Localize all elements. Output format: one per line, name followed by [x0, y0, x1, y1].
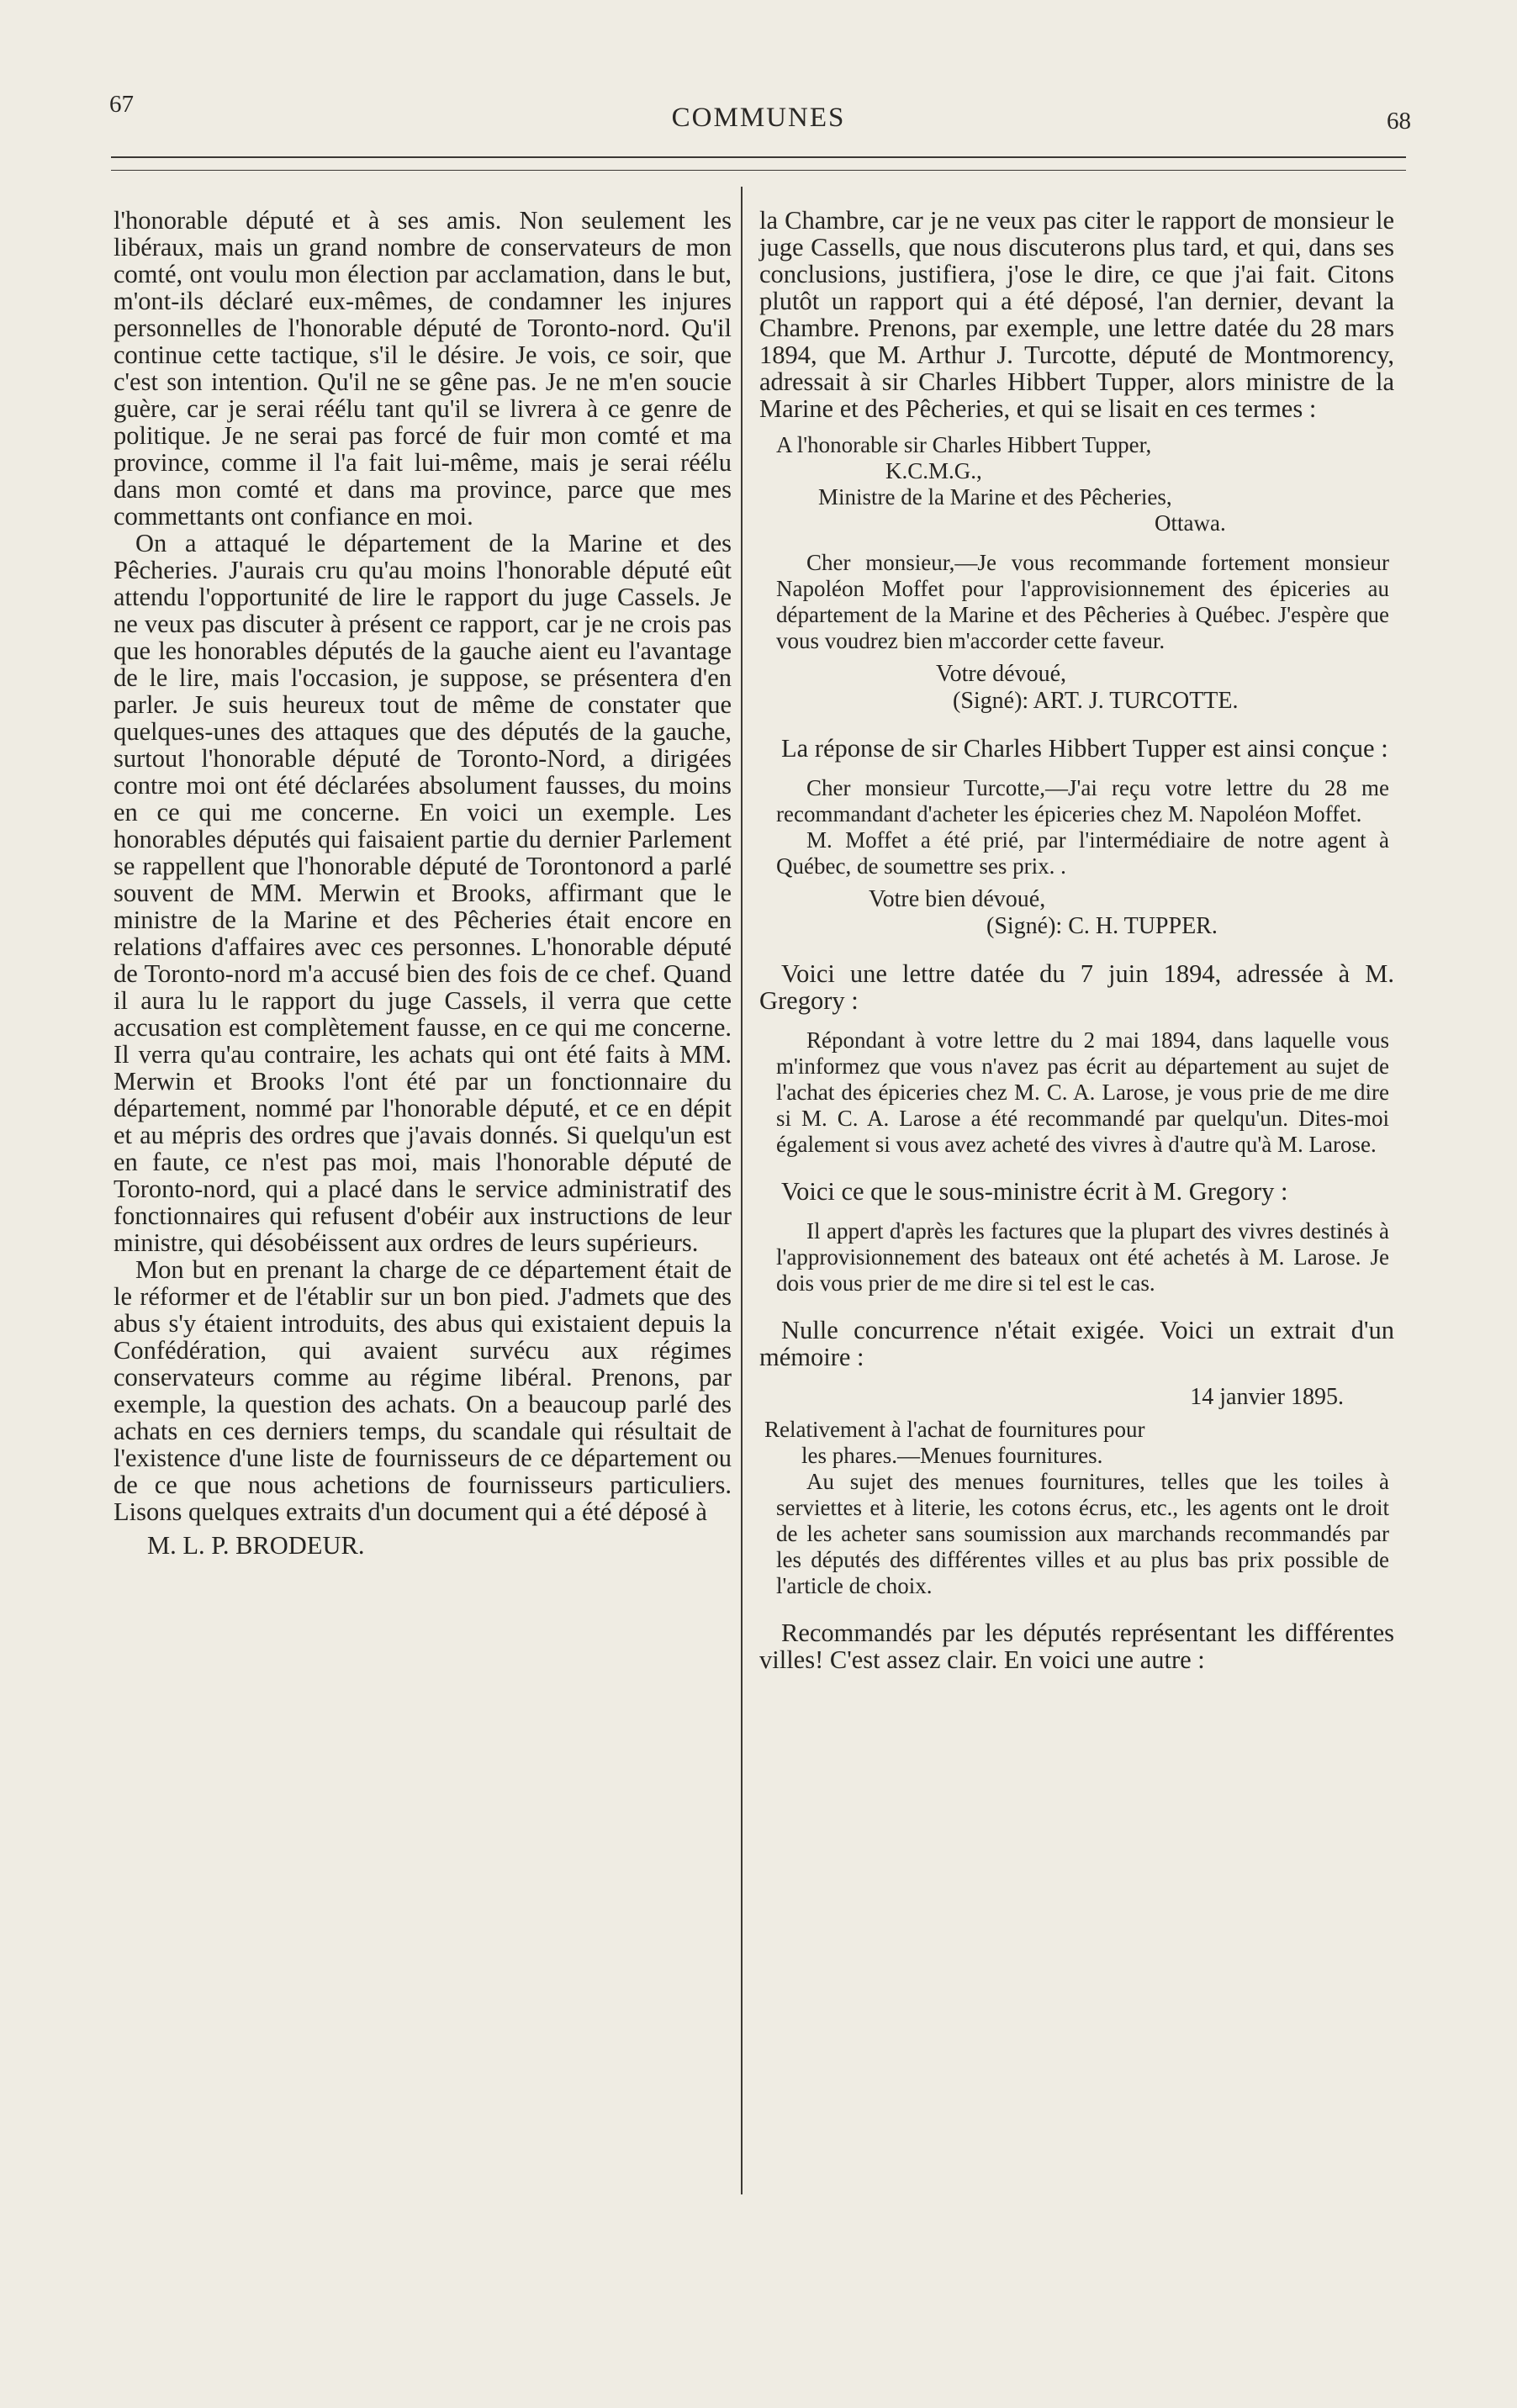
right-paragraph: la Chambre, car je ne veux pas citer le rapport de monsieur le juge Cassells, que nous discuterons plus tard, et qui, dans ses conclusions, justifiera, j'ose le dire, ce que j'ai fait. Citons plutôt un rapport qui a été déposé, l'an dernier, devant la Chambre. Prenons, par exemple, une lettre datée du 28 mars 1894, que M. Arthur J. Turcotte, député de Montmorency, adressait à sir Charles Hibbert Tupper, alors ministre de la Marine et des Pêcheries, et qui se lisait en ces termes : [759, 206, 1394, 423]
letter-closing: Votre bien dévoué, [869, 886, 1046, 912]
right-paragraph: Voici une lettre datée du 7 juin 1894, adressée à M. Gregory : [759, 959, 1394, 1015]
right-paragraph: Nulle concurrence n'était exigée. Voici un extrait d'un mémoire : [759, 1316, 1394, 1371]
right-paragraph: Voici ce que le sous-ministre écrit à M. Gregory : [781, 1177, 1288, 1206]
letter-closing: Votre dévoué, [936, 661, 1066, 687]
letter-body: Cher monsieur,—Je vous recommande fortement monsieur Napoléon Moffet pour l'approvisionnement des épiceries au département de la Marine et des Pêcheries à Québec. J'espère que vous voudrez bien m'accorder cette faveur. [776, 550, 1389, 653]
header-rule-bottom [111, 170, 1406, 171]
letter-signature: (Signé): ART. J. TURCOTTE. [953, 688, 1239, 714]
letter-body: Répondant à votre lettre du 2 mai 1894, dans laquelle vous m'informez que vous n'avez pas écrit au département au sujet de l'achat des épiceries chez M. C. A. Larose, je vous prie de me dire si M. C. A. Larose a été recommandé par quelqu'un. Dites-moi également si vous avez acheté des vivres à d'autre qu'à M. Larose. [776, 1027, 1389, 1157]
memo-date: 14 janvier 1895. [1190, 1384, 1344, 1410]
page-number-right: 68 [1387, 108, 1411, 135]
running-head: COMMUNES [671, 103, 846, 133]
letter-address-line: Ministre de la Marine et des Pêcheries, [818, 484, 1172, 510]
left-paragraph: On a attaqué le département de la Marine et des Pêcheries. J'aurais cru qu'au moins l'honorable député eût attendu l'opportunité de lire le rapport du juge Cassels. Je ne veux pas discuter à présent ce rapport, car je ne crois pas que les honorables députés de la gauche aient eu l'avantage de le lire, mais l'occasion, je suppose, se présentera d'en parler. Je suis heureux tout de même de constater que quelques-unes des attaques que des députés de la gauche, surtout l'honorable député de Toronto-Nord, a dirigées contre moi ont été déclarées absolument fausses, du moins en ce qui me concerne. En voici un exemple. Les honorables députés qui faisaient partie du dernier Parlement se rappellent que l'honorable député de Torontonord a parlé souvent de MM. Merwin et Brooks, affirmant que le ministre de la Marine et des Pêcheries était encore en relations d'affaires avec ces personnes. L'honorable député de Toronto-nord m'a accusé bien des fois de ce chef. Quand il aura lu le rapport du juge Cassels, il verra que cette accusation est complètement fausse, en ce qui me concerne. Il verra qu'au contraire, les achats qui ont été faits à MM. Merwin et Brooks l'ont été par un fonctionnaire du département, nommé par l'honorable député, et ce en dépit et au mépris des ordres que j'avais donnés. Si quelqu'un est en faute, ce n'est pas moi, mais l'honorable député de Toronto-nord, qui a placé dans le service administratif des fonctionnaires qui refusent d'obéir aux instructions de leur ministre, qui désobéissent aux ordres de leurs supérieurs. [114, 529, 732, 1257]
left-paragraph: Mon but en prenant la charge de ce département était de le réformer et de l'établir sur un bon pied. J'admets que des abus s'y étaient introduits, des abus qui existaient depuis la Confédération, qui avaient survécu aux régimes conservateurs comme au régime libéral. Prenons, par exemple, la question des achats. On a beaucoup parlé des achats en ces derniers temps, du scandale qui résultait de l'existence d'une liste de fournisseurs de ce département ou de ce que nous achetions de fournisseurs particuliers. Lisons quelques extraits d'un document qui a été déposé à [114, 1255, 732, 1526]
left-paragraph: l'honorable député et à ses amis. Non seulement les libéraux, mais un grand nombre de conservateurs de mon comté, ont voulu mon élection par acclamation, dans le but, m'ont-ils déclaré eux-mêmes, de condamner les injures personnelles de l'honorable député de Toronto-nord. Qu'il continue cette tactique, s'il le désire. Je vois, ce soir, que c'est son intention. Qu'il ne se gêne pas. Je ne m'en soucie guère, car je serai réélu tant qu'il se livrera à ce genre de politique. Je ne serai pas forcé de fuir mon comté et ma province, comme il l'a fait lui-même, mais je serai réélu dans mon comté et dans ma province, parce que mes commettants ont confiance en moi. [114, 206, 732, 531]
letter-signature: (Signé): C. H. TUPPER. [986, 913, 1218, 939]
memo-subject: Relativement à l'achat de fournitures pour [764, 1417, 1145, 1442]
letter-address-line: Ottawa. [1155, 510, 1226, 536]
memo-subject: les phares.—Menues fournitures. [801, 1443, 1103, 1468]
speaker-name: M. L. P. BRODEUR. [147, 1531, 365, 1560]
letter-address-line: A l'honorable sir Charles Hibbert Tupper, [776, 432, 1152, 457]
header-rule-top [111, 156, 1406, 158]
right-paragraph: La réponse de sir Charles Hibbert Tupper est ainsi conçue : [781, 734, 1388, 763]
letter-body: Il appert d'après les factures que la plupart des vivres destinés à l'approvisionnement des bateaux ont été achetés à M. Larose. Je dois vous prier de me dire si tel est le cas. [776, 1218, 1389, 1296]
right-column [759, 207, 1394, 1673]
page-number-left: 67 [109, 91, 134, 118]
letter-address-line: K.C.M.G., [885, 458, 982, 483]
column-divider [741, 187, 743, 2194]
letter-body: Cher monsieur Turcotte,—J'ai reçu votre lettre du 28 me recommandant d'acheter les épiceries chez M. Napoléon Moffet. [776, 775, 1389, 826]
right-paragraph: Recommandés par les députés représentant les différentes villes! C'est assez clair. En voici une autre : [759, 1619, 1394, 1674]
memo-body: Au sujet des menues fournitures, telles que les toiles à serviettes et à literie, les cotons écrus, etc., les agents ont le droit de les acheter sans soumission aux marchands recommandés par les députés des différentes villes et au plus bas prix possible de l'article de choix. [776, 1469, 1389, 1598]
left-column [114, 207, 732, 1559]
letter-body: M. Moffet a été prié, par l'intermédiaire de notre agent à Québec, de soumettre ses prix. . [776, 827, 1389, 879]
